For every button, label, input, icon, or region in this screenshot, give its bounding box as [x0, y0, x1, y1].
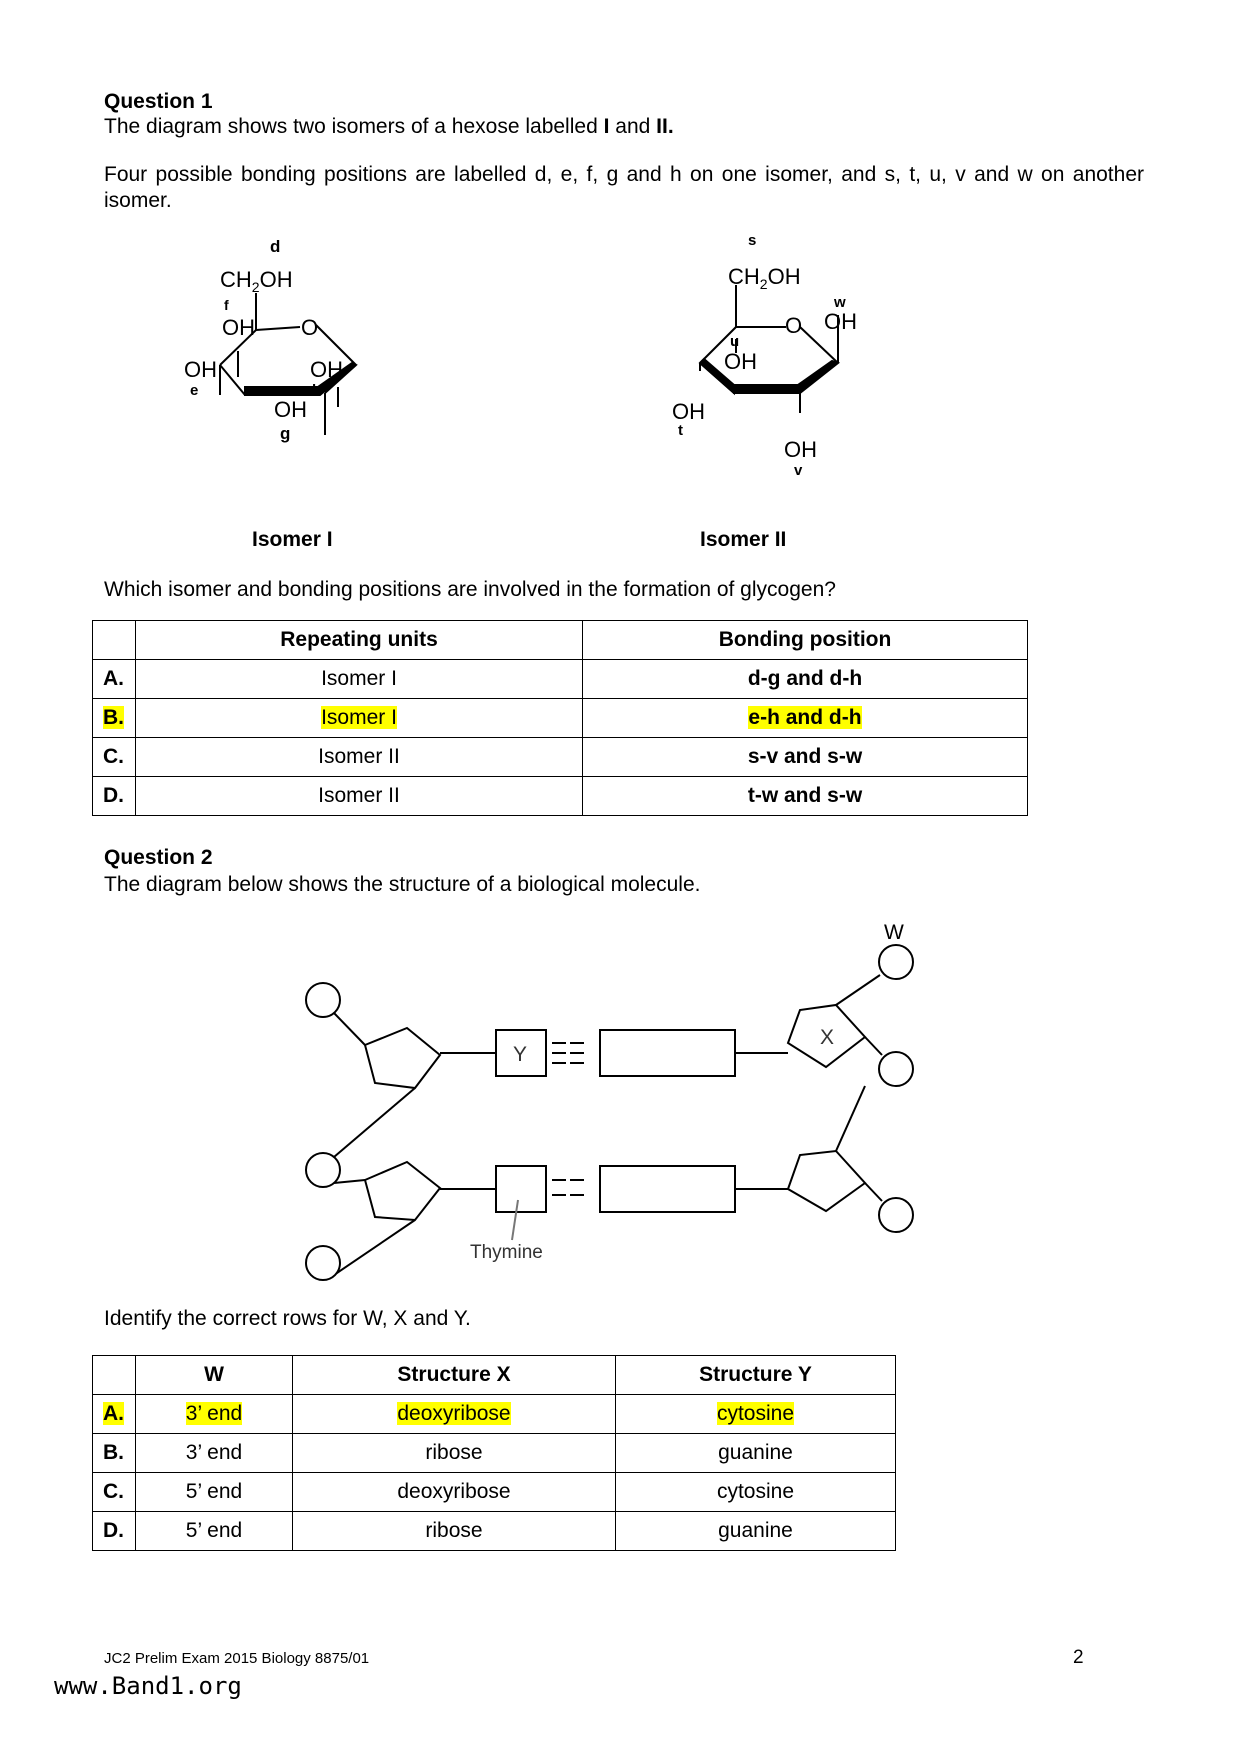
label-x: X [820, 1026, 835, 1049]
isomer-2-diagram [672, 232, 910, 495]
label-d: d [270, 237, 281, 256]
question-2-prompt: Identify the correct rows for W, X and Y. [104, 1307, 471, 1330]
sugar-pentagon [365, 1028, 440, 1088]
phosphate-circle [879, 1198, 913, 1232]
header-repeating-units: Repeating units [136, 621, 583, 660]
page-number: 2 [1073, 1647, 1084, 1668]
header-w: W [136, 1356, 293, 1395]
ring-oxygen: O [301, 315, 319, 340]
header-structure-x: Structure X [293, 1356, 616, 1395]
table-row-answer [93, 699, 1028, 738]
question-2-intro: The diagram below shows the structure of a biological molecule. [104, 873, 701, 896]
phosphate-circle-w [879, 945, 913, 979]
cell-w: 3’ end [136, 1434, 293, 1473]
row-label [93, 699, 136, 738]
intro-text: The diagram shows two isomers of a hexose labelled [104, 115, 604, 138]
label-w: W [884, 921, 904, 944]
header-empty [93, 1356, 136, 1395]
label-g: g [280, 424, 291, 443]
cell-y [616, 1395, 896, 1434]
label-t: t [678, 422, 683, 439]
row-label: C. [93, 738, 136, 777]
phosphate-circle [879, 1052, 913, 1086]
cell-x: deoxyribose [293, 1473, 616, 1512]
cell-x: ribose [293, 1434, 616, 1473]
oh-h: OH [310, 357, 343, 382]
phosphate-circle [306, 1153, 340, 1187]
label-thymine: Thymine [470, 1242, 543, 1263]
question-2-table [92, 1355, 896, 1551]
isomer-1-diagram [184, 235, 430, 495]
sugar-pentagon [365, 1162, 440, 1220]
question-2-title: Question 2 [104, 846, 213, 869]
label-u: u [730, 333, 740, 350]
table-header-row [93, 1356, 896, 1395]
row-label [93, 1395, 136, 1434]
oh-g: OH [274, 397, 307, 422]
question-1-table [92, 620, 1028, 816]
cell-unit [136, 699, 583, 738]
header-structure-y: Structure Y [616, 1356, 896, 1395]
intro-bold-i: I [603, 115, 610, 138]
table-row-answer [93, 1395, 896, 1434]
highlighted-position: e-h and d-h [748, 706, 862, 729]
table-row [93, 777, 1028, 816]
ch2oh-label-2: $CH_2OH$ [728, 264, 801, 292]
cell-y: guanine [616, 1434, 896, 1473]
cell-position [583, 699, 1028, 738]
intro-and: and [609, 115, 657, 138]
site-url: www.Band1.org [54, 1672, 242, 1700]
cell-unit: Isomer II [136, 777, 583, 816]
cell-y: cytosine [616, 1473, 896, 1512]
cell-w [136, 1395, 293, 1434]
highlighted-label: A. [103, 1402, 124, 1425]
base-box-bottom [600, 1166, 735, 1212]
question-1-prompt: Which isomer and bonding positions are involved in the formation of glycogen? [104, 578, 836, 601]
table-row [93, 1434, 896, 1473]
question-1-intro [104, 114, 674, 140]
header-bonding-position: Bonding position [583, 621, 1028, 660]
oh-u: OH [724, 349, 757, 374]
base-box-top [600, 1030, 735, 1076]
cell-w: 5’ end [136, 1512, 293, 1551]
highlighted-x: deoxyribose [397, 1402, 511, 1425]
label-y: Y [513, 1043, 528, 1066]
oh-f: OH [222, 315, 255, 340]
thymine-box [496, 1166, 546, 1212]
row-label: C. [93, 1473, 136, 1512]
intro-bold-ii: II. [656, 115, 674, 138]
dna-diagram [290, 905, 950, 1285]
cell-w: 5’ end [136, 1473, 293, 1512]
table-row [93, 1512, 896, 1551]
oh-e: OH [184, 357, 217, 382]
cell-position: t-w and s-w [583, 777, 1028, 816]
question-1-positions: Four possible bonding positions are labelled d, e, f, g and h on one isomer, and s, t, u, v and w on another isomer. [104, 163, 1144, 212]
cell-x [293, 1395, 616, 1434]
question-1-title: Question 1 [104, 90, 213, 113]
phosphate-circle [306, 1246, 340, 1280]
header-empty [93, 621, 136, 660]
cell-unit: Isomer II [136, 738, 583, 777]
row-label: D. [93, 1512, 136, 1551]
highlighted-y: cytosine [716, 1402, 795, 1425]
table-row [93, 1473, 896, 1512]
oh-w: OH [824, 309, 857, 334]
ch2oh-label: $CH_2OH$ [220, 267, 293, 295]
table-row [93, 660, 1028, 699]
isomer-1-caption: Isomer I [252, 528, 333, 551]
isomer-2-caption: Isomer II [700, 528, 787, 551]
cell-position: d-g and d-h [583, 660, 1028, 699]
cell-position: s-v and s-w [583, 738, 1028, 777]
label-e: e [190, 382, 199, 399]
cell-y: guanine [616, 1512, 896, 1551]
highlighted-unit: Isomer I [321, 706, 397, 729]
cell-x: ribose [293, 1512, 616, 1551]
label-w: w [834, 294, 846, 311]
table-row [93, 738, 1028, 777]
footer-exam-label: JC2 Prelim Exam 2015 Biology 8875/01 [104, 1650, 370, 1667]
highlighted-label: B. [103, 706, 124, 729]
sugar-pentagon [788, 1151, 865, 1211]
label-h: h [312, 382, 322, 399]
row-label: D. [93, 777, 136, 816]
label-f: f [224, 297, 229, 313]
ring-oxygen-2: O [785, 313, 803, 338]
table-header-row [93, 621, 1028, 660]
row-label: B. [93, 1434, 136, 1473]
oh-v: OH [784, 437, 817, 462]
label-v: v [794, 462, 803, 479]
cell-unit: Isomer I [136, 660, 583, 699]
phosphate-circle [306, 983, 340, 1017]
highlighted-w: 3’ end [185, 1402, 243, 1425]
row-label: A. [93, 660, 136, 699]
oh-t: OH [672, 399, 705, 424]
label-s: s [748, 232, 757, 249]
